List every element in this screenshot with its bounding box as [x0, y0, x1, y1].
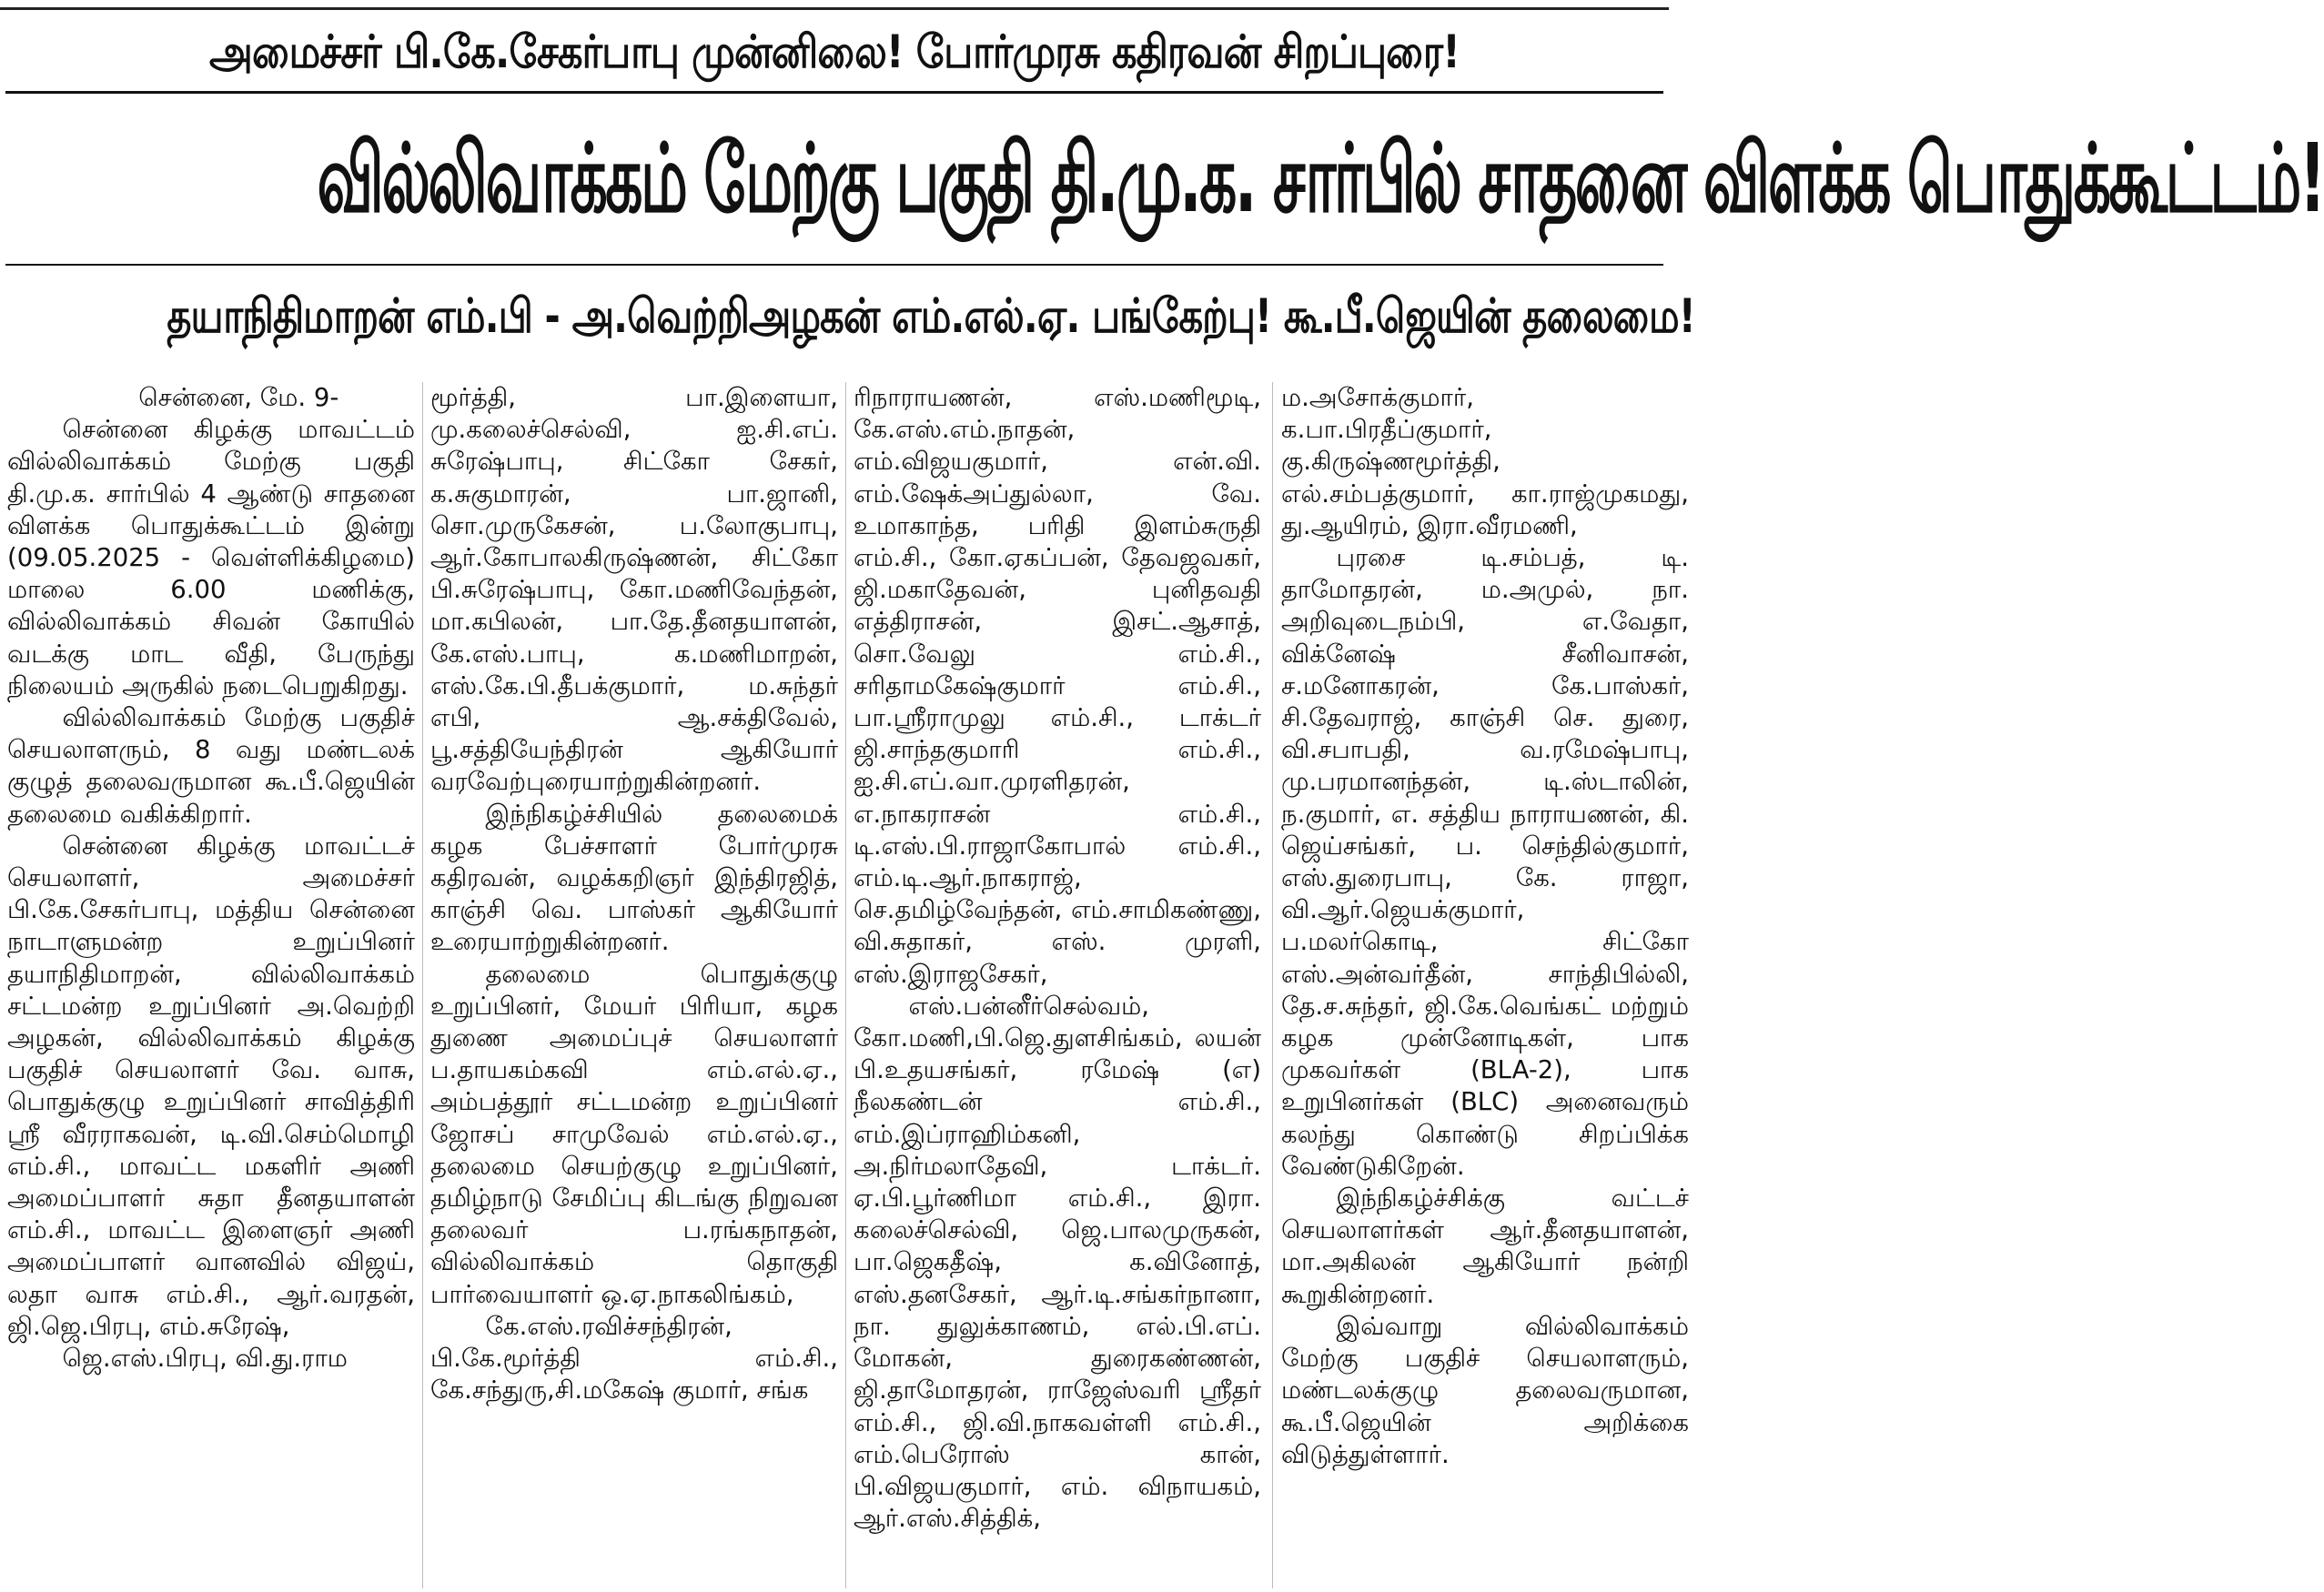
main-headline: வில்லிவாக்கம் மேற்கு பகுதி தி.மு.க. சார்பில் சாதனை விளக்க பொதுக்கூட்டம்! — [317, 123, 2324, 234]
kicker-divider — [5, 91, 1663, 94]
paragraph: வில்லிவாக்கம் மேற்கு பகுதிச் செயலாளரும், 8 வது மண்டலக் குழுத் தலைவருமான கூ.பீ.ஜெயின் தலைமை வகிக்கிறார். — [7, 703, 415, 829]
article-column-4 — [1281, 382, 1689, 1588]
paragraph: எஸ்.பன்னீர்செல்வம், கோ.மணி,பி.ஜெ.துளசிங்கம், லயன் பி.உதயசங்கர், ரமேஷ் (எ) நீலகண்டன் எம்.சி., எம்.இப்ராஹிம்கனி, அ.நிர்மலாதேவி, டாக்டர். ஏ.பி.பூர்ணிமா எம்.சி., இரா. கலைச்செல்வி, ஜெ.பாலமுருகன், பா.ஜெகதீஷ், க.வினோத், எஸ்.தனசேகர், ஆர்.டி.சங்கர்நானா, நா. துலுக்காணம், எல்.பி.எப். மோகன், துரைகண்ணன், ஜி.தாமோதரன், ராஜேஸ்வரி ஸ்ரீதர் எம்.சி., ஜி.வி.நாகவள்ளி எம்.சி., எம்.பெரோஸ் கான், பி.விஜயகுமார், எம். விநாயகம், ஆர்.எஸ்.சித்திக், — [854, 991, 1261, 1534]
sub-headline: தயாநிதிமாறன் எம்.பி - அ.வெற்றிஅழகன் எம்.எல்.ஏ. பங்கேற்பு! கூ.பீ.ஜெயின் தலைமை! — [167, 289, 1695, 344]
article-body — [7, 382, 1689, 1588]
paragraph: ரிநாராயணன், எஸ்.மணிமூடி, கே.எஸ்.எம்.நாதன், எம்.விஜயகுமார், என்.வி. எம்.ஷேக்அப்துல்லா, வே. உமாகாந்த, பரிதி இளம்சுருதி எம்.சி., கோ.ஏகப்பன், தேவஜவகர், ஜி.மகாதேவன், புனிதவதி எத்திராசன், இசட்.ஆசாத், சொ.வேலு எம்.சி., சரிதாமகேஷ்குமார் எம்.சி., பா.ஸ்ரீராமுலு எம்.சி., டாக்டர் ஜி.சாந்தகுமாரி எம்.சி., ஐ.சி.எப்.வா.முரளிதரன், எ.நாகராசன் எம்.சி., டி.எஸ்.பி.ராஜாகோபால் எம்.சி., எம்.டி.ஆர்.நாகராஜ், செ.தமிழ்வேந்தன், எம்.சாமிகண்ணு, வி.சுதாகர், எஸ். முரளி, எஸ்.இராஜசேகர், — [854, 383, 1261, 989]
column-divider — [1272, 382, 1273, 1588]
dateline: சென்னை, மே. 9- — [138, 383, 339, 412]
top-border — [0, 0, 1669, 10]
paragraph: சென்னை கிழக்கு மாவட்டம் வில்லிவாக்கம் மேற்கு பகுதி தி.மு.க. சார்பில் 4 ஆண்டு சாதனை விளக்க பொதுக்கூட்டம் இன்று (09.05.2025 - வெள்ளிக்கிழமை) மாலை 6.00 மணிக்கு, வில்லிவாக்கம் சிவன் கோயில் வடக்கு மாட வீதி, பேருந்து நிலையம் அருகில் நடைபெறுகிறது. — [7, 415, 415, 700]
paragraph: இந்நிகழ்ச்சியில் தலைமைக் கழக பேச்சாளர் போர்முரசு கதிரவன், வழக்கறிஞர் இந்திரஜித், காஞ்சி வெ. பாஸ்கர் ஆகியோர் உரையாற்றுகின்றனர். — [430, 799, 838, 957]
column-divider — [422, 382, 423, 1588]
paragraph: தலைமை பொதுக்குழு உறுப்பினர், மேயர் பிரியா, கழக துணை அமைப்புச் செயலாளர் ப.தாயகம்கவி எம்.எல்.ஏ., அம்பத்தூர் சட்டமன்ற உறுப்பினர் ஜோசப் சாமுவேல் எம்.எல்.ஏ., தலைமை செயற்குழு உறுப்பினர், தமிழ்நாடு சேமிப்பு கிடங்கு நிறுவன தலைவர் ப.ரங்கநாதன், வில்லிவாக்கம் தொகுதி பார்வையாளர் ஒ.ஏ.நாகலிங்கம், — [430, 959, 838, 1309]
paragraph: புரசை டி.சம்பத், டி. தாமோதரன், ம.அமுல், நா. அறிவுடைநம்பி, எ.வேதா, விக்னேஷ் சீனிவாசன், ச.மனோகரன், கே.பாஸ்கர், சி.தேவராஜ், காஞ்சி செ. துரை, வி.சபாபதி, வ.ரமேஷ்பாபு, மு.பரமானந்தன், டி.ஸ்டாலின், ந.குமார், எ. சத்திய நாராயணன், கி. ஜெய்சங்கர், ப. செந்தில்குமார், எஸ்.துரைபாபு, கே. ராஜா, வி.ஆர்.ஜெயக்குமார், ப.மலர்கொடி, சிட்கோ எஸ்.அன்வர்தீன், சாந்திபில்லி, தே.ச.சுந்தர், ஜி.கே.வெங்கட் மற்றும் கழக முன்னோடிகள், பாக முகவர்கள் (BLA-2), பாக உறுபினர்கள் (BLC) அனைவரும் கலந்து கொண்டு சிறப்பிக்க வேண்டுகிறேன். — [1281, 543, 1689, 1181]
paragraph: இந்நிகழ்ச்சிக்கு வட்டச் செயலாளர்கள் ஆர்.தீனதயாளன், மா.அகிலன் ஆகியோர் நன்றி கூறுகின்றனர். — [1281, 1184, 1689, 1309]
article-column-2 — [430, 382, 838, 1588]
paragraph: மூர்த்தி, பா.இளையா, மு.கலைச்செல்வி, ஐ.சி.எப். சுரேஷ்பாபு, சிட்கோ சேகர், க.சுகுமாரன், பா.ஜானி, சொ.முருகேசன், ப.லோகுபாபு, ஆர்.கோபாலகிருஷ்ணன், சிட்கோ பி.சுரேஷ்பாபு, கோ.மணிவேந்தன், மா.கபிலன், பா.தே.தீனதயாளன், கே.எஸ்.பாபு, க.மணிமாறன், எஸ்.கே.பி.தீபக்குமார், ம.சுந்தர் எபி, ஆ.சக்திவேல், பூ.சத்தியேந்திரன் ஆகியோர் வரவேற்புரையாற்றுகின்றனர். — [430, 383, 838, 797]
paragraph: இவ்வாறு வில்லிவாக்கம் மேற்கு பகுதிச் செயலாளரும், மண்டலக்குழு தலைவருமான, கூ.பீ.ஜெயின் அறிக்கை விடுத்துள்ளார். — [1281, 1311, 1689, 1469]
article-column-3 — [854, 382, 1261, 1588]
paragraph: ஜெ.எஸ்.பிரபு, வி.து.ராம — [62, 1344, 348, 1374]
article-column-1 — [7, 382, 415, 1588]
kicker-headline: அமைச்சர் பி.கே.சேகர்பாபு முன்னிலை! போர்முரசு கதிரவன் சிறப்புரை! — [209, 25, 1460, 78]
column-divider — [845, 382, 846, 1588]
paragraph: சென்னை கிழக்கு மாவட்டச் செயலாளர், அமைச்சர் பி.கே.சேகர்பாபு, மத்திய சென்னை நாடாளுமன்ற உறுப்பினர் தயாநிதிமாறன், வில்லிவாக்கம் சட்டமன்ற உறுப்பினர் அ.வெற்றி அழகன், வில்லிவாக்கம் கிழக்கு பகுதிச் செயலாளர் வே. வாசு, பொதுக்குழு உறுப்பினர் சாவித்திரி ஸ்ரீ வீரராகவன், டி.வி.செம்மொழி எம்.சி., மாவட்ட மகளிர் அணி அமைப்பாளர் சுதா தீனதயாளன் எம்.சி., மாவட்ட இளைஞர் அணி அமைப்பாளர் வானவில் விஜய், லதா வாசு எம்.சி., ஆர்.வரதன், ஜி.ஜெ.பிரபு, எம்.சுரேஷ், — [7, 831, 415, 1341]
paragraph: ம.அசோக்குமார், க.பா.பிரதீப்குமார், கு.கிருஷ்ணமூர்த்தி, எல்.சம்பத்குமார், கா.ராஜ்முகமது, து.ஆயிரம், இரா.வீரமணி, — [1281, 383, 1689, 540]
headline-divider — [5, 264, 1663, 266]
paragraph: கே.எஸ்.ரவிச்சந்திரன், பி.கே.மூர்த்தி எம்.சி., கே.சந்துரு,சி.மகேஷ் குமார், சங்க — [430, 1311, 838, 1406]
